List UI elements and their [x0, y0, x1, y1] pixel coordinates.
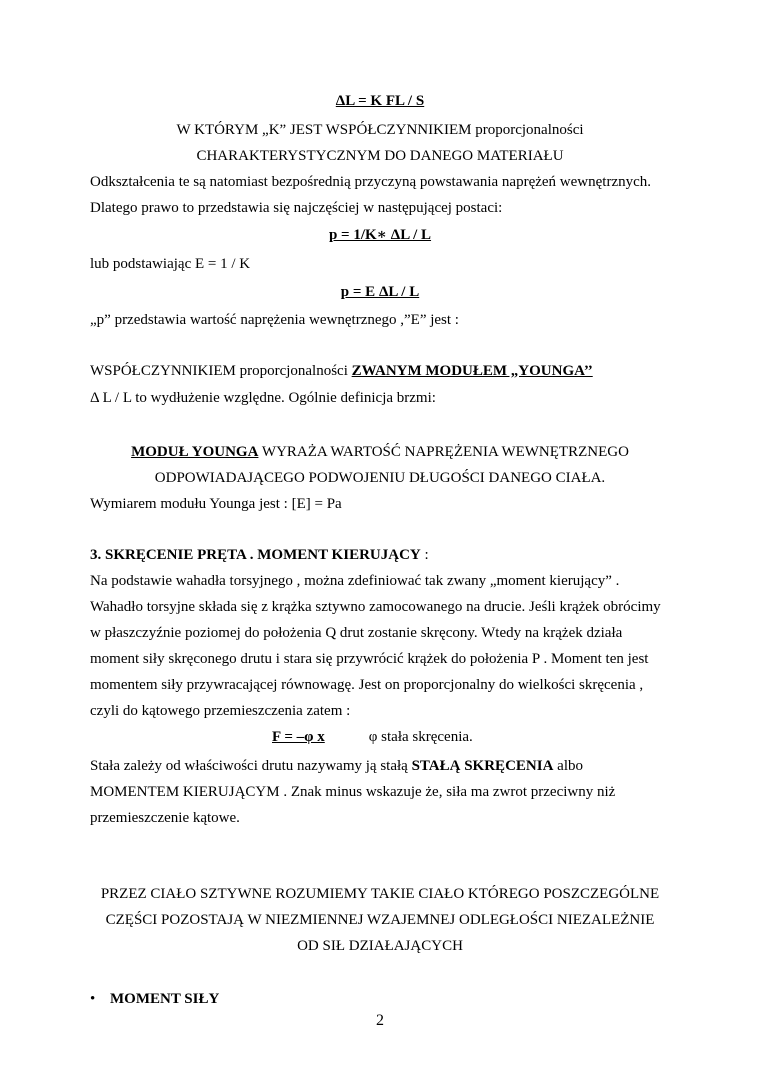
- definition-line: ODPOWIADAJĄCEGO PODWOJENIU DŁUGOŚCI DANEGO CIAŁA.: [154, 470, 606, 486]
- paragraph-line: w płaszczyźnie poziomej do położenia Q drut zostanie skręcony. Wtedy na krążek działa: [90, 625, 623, 641]
- formula-hooke-law: ΔL = K FL / S: [335, 93, 425, 109]
- paragraph-line: Na podstawie wahadła torsyjnego , można zdefiniować tak zwany „moment kierujący” .: [90, 573, 620, 589]
- text-line: Δ L / L to wydłużenie względne. Ogólnie definicja brzmi:: [90, 390, 436, 406]
- text-line: Wymiarem modułu Younga jest : [E] = Pa: [90, 496, 342, 512]
- text-line-young-modulus: WSPÓŁCZYNNIKIEM proporcjonalności ZWANYM MODUŁEM „YOUNGA’’: [90, 363, 593, 379]
- paragraph-line: momentem siły przywracającej równowagę. Jest on proporcjonalny do wielkości skręcenia ,: [90, 677, 644, 693]
- formula-torsion: F = –φ x φ stała skręcenia.: [272, 729, 473, 745]
- paragraph-line: Stała zależy od właściwości drutu nazywamy ją stałą STAŁĄ SKRĘCENIA albo: [90, 758, 583, 774]
- page-number: 2: [376, 1012, 384, 1029]
- paragraph-line: moment siły skręconego drutu i stara się przywrócić krążek do położenia P . Moment ten jest: [90, 651, 649, 667]
- formula-stress-young: p = E ΔL / L: [340, 284, 420, 300]
- text-line: lub podstawiając E = 1 / K: [90, 256, 251, 272]
- paragraph-line: przemieszczenie kątowe.: [90, 810, 240, 826]
- paragraph-line: Wahadło torsyjne składa się z krążka sztywno zamocowanego na drucie. Jeśli krążek obrócimy: [90, 599, 661, 615]
- bullet-item: • MOMENT SIŁY: [90, 991, 220, 1007]
- text-line: Odkształcenia te są natomiast bezpośrednią przyczyną powstawania naprężeń wewnętrznych.: [90, 174, 652, 190]
- paragraph-line: czyli do kątowego przemieszczenia zatem :: [90, 703, 351, 719]
- rigid-body-definition: OD SIŁ DZIAŁAJĄCYCH: [297, 938, 463, 954]
- bullet-icon: •: [90, 991, 96, 1007]
- text-line: „p” przedstawia wartość naprężenia wewnętrznego ,”E” jest :: [90, 312, 459, 328]
- text-line: CHARAKTERYSTYCZNYM DO DANEGO MATERIAŁU: [196, 148, 564, 164]
- formula-stress: p = 1/K∗ ΔL / L: [328, 227, 432, 243]
- text-line: W KTÓRYM „K” JEST WSPÓŁCZYNNIKIEM proporcjonalności: [176, 122, 584, 138]
- section-heading: 3. SKRĘCENIE PRĘTA . MOMENT KIERUJĄCY :: [90, 547, 429, 563]
- rigid-body-definition: PRZEZ CIAŁO SZTYWNE ROZUMIEMY TAKIE CIAŁO KTÓREGO POSZCZEGÓLNE: [100, 886, 660, 902]
- definition-line: MODUŁ YOUNGA WYRAŻA WARTOŚĆ NAPRĘŻENIA WEWNĘTRZNEGO: [131, 444, 629, 460]
- text-line: Dlatego prawo to przedstawia się najczęściej w następującej postaci:: [90, 200, 503, 216]
- paragraph-line: MOMENTEM KIERUJĄCYM . Znak minus wskazuje że, siła ma zwrot przeciwny niż: [90, 784, 616, 800]
- rigid-body-definition: CZĘŚCI POZOSTAJĄ W NIEZMIENNEJ WZAJEMNEJ ODLEGŁOŚCI NIEZALEŻNIE: [105, 912, 655, 928]
